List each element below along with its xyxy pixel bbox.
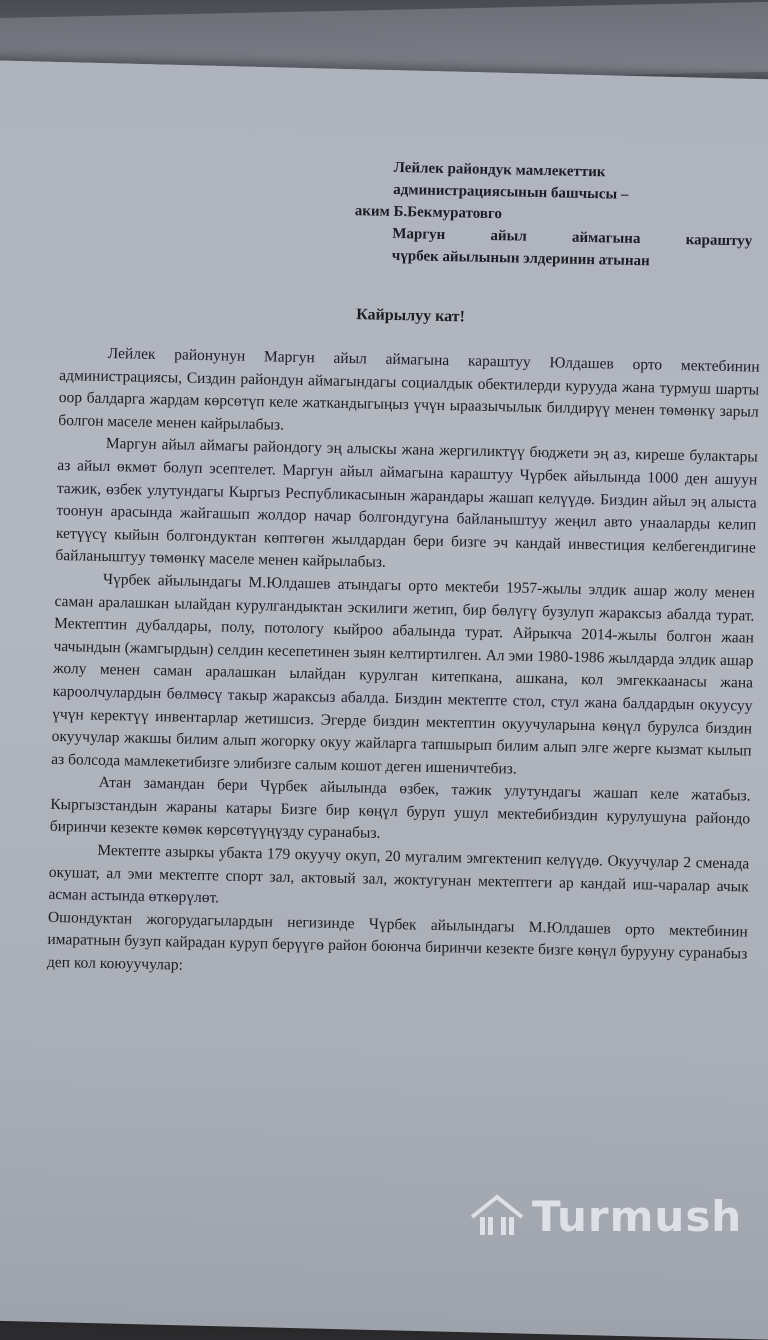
addressee-block xyxy=(354,157,754,275)
letter-title: Кайрылуу кат! xyxy=(356,306,466,326)
addressee-line: чүрбек айылынын элдеринин атынан xyxy=(391,247,650,270)
addressee-line: аким Б.Бекмуратовго xyxy=(354,203,503,223)
body-paragraph: Лейлек районунун Маргун айыл аймагына караштуу Юлдашев орто мектебинин администрациясы, Сиздин райондун аймагындагы социалдык обектилерди курууда жана турмуш шарты оор балдарга жардам көрсөтүп келе жаткандыгыңыз үчүн ыраазычылык билдирүү менен төмөнкү зарыл болгон маселе менен кайрылабыз. xyxy=(58,344,760,434)
body-paragraph: Мектепте азыркы убакта 179 окуучу окуп, 20 мугалим эмгектенип келүүдө. Окуучулар 2 сменада окушат, ал эми мектепте спорт зал, актовый зал, жоктугунан мектептеги ар кандай иш-чаралар ачык асман астында өткөрүлөт. xyxy=(48,841,750,907)
letter-body xyxy=(47,342,760,989)
addressee-line: администрациясынын башчысы – xyxy=(393,181,629,203)
body-paragraph: Ошондуктан жогорудагылардын негизинде Чүрбек айылындагы М.Юлдашев орто мектебинин имаратнын бузуп кайрадан куруп берүүгө район боюнча биринчи кезекте бизге көңүл бурууну суранабыз деп кол коюуучулар: xyxy=(46,908,748,974)
body-paragraph: Маргун айыл аймагы райондогу эң алыскы жана жергиликтүү бюджети эң аз, киреше булактары аз айыл өкмөт болуп эсептелет. Маргун айыл аймагына караштуу Чүрбек айылында 1000 ден ашуун тажик, өзбек улутундагы Кыргыз Республикасынын жарандары жашап келүүдө. Биздин айыл эң алыста тоонун арасында жайгашып жолдор начар болгондугуна байланыштуу жеңил авто унааларды келип кетүүсү кыйын болгондуктан көптөгөн жылдардан бери бизге эч кандай инвестиция келбегендигине байланыштуу төмөнкү маселе менен кайрылабыз. xyxy=(55,435,758,572)
body-paragraph: Атан замандан бери Чүрбек айылында өзбек, тажик улутундагы жашап келе жатабыз. Кыргызстандын жараны катары Бизге бир көңүл буруп ушул мектебибиздин курулушуна райондо биринчи кезекте көмөк көрсөтүүңүзду суранабыз. xyxy=(49,774,751,843)
addressee-line: Маргун айыл аймагына караштуу xyxy=(392,225,753,250)
letter-content xyxy=(47,150,764,989)
body-paragraph: Чүрбек айылындагы М.Юлдашев атындагы орто мектеби 1957-жылы элдик ашар жолу менен саман аралашкан ылайдан курулгандыктан эскилиги жетип, бир бөлүгү бузулуп жараксыз абалда турат. Мектептин дубалдары, полу, потологу кыйроо абалында турат. Айрыкча 2014-жылы болгон жаан чачындын (жамгырдын) селдин кесепетинен зыян келтиртилген. Ал эми 1980-1986 жылдарда элдик ашар жолу менен саман аралашкан ылайдан курулган китепкана, ашкана, кол эмгеккаанасы жана кароолчулардын бөлмөсү такыр жараксыз абалда. Биздин мектепте стол, стул жана балдардын окуусуу үчүн керектүү инвентарлар жетишсиз. Эгерде биздин мектептин окуучуларына көңүл бурулса биздин окуучулар жакшы билим алып жогорку окуу жайларга тапшырып билим алып элге жерге кызмат кылып аз болсода мамлекетибизге элибизге салым кошот деген ишеничтебиз. xyxy=(51,570,756,778)
addressee-line: Лейлек райондук мамлекеттик xyxy=(393,159,606,181)
turmush-watermark xyxy=(468,1186,743,1246)
watermark-text: Turmush xyxy=(532,1191,743,1241)
house-icon xyxy=(468,1193,526,1239)
